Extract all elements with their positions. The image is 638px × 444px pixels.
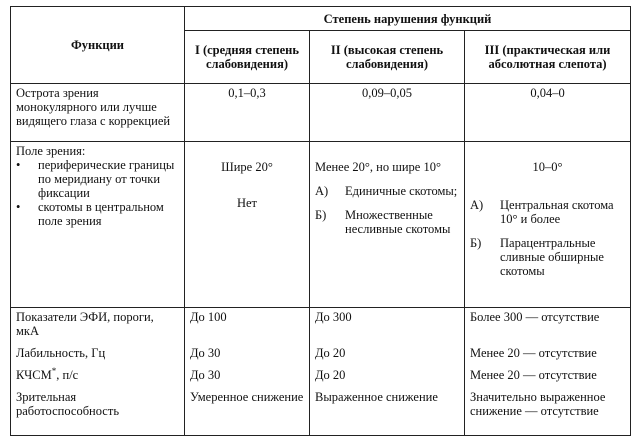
- field-degree-1: [185, 142, 310, 308]
- performance-degree-1: Умеренное снижение: [190, 390, 304, 404]
- bullet-icon: •: [16, 200, 21, 214]
- lability-degree-2: До 20: [315, 346, 346, 360]
- field-row: [11, 142, 631, 308]
- functions-header: Функции: [11, 7, 185, 84]
- degree-col-2-header: II (высокая степень слабовидения): [310, 31, 465, 84]
- item-text: Единичные скотомы;: [345, 184, 458, 198]
- item-key: А): [470, 198, 484, 212]
- acuity-degree-2: 0,09–0,05: [310, 84, 465, 142]
- lability-degree-1: До 30: [190, 346, 221, 360]
- item-key: А): [315, 184, 329, 198]
- field-bullet-1-text: периферические границы по меридиану от точки фиксации: [38, 158, 175, 200]
- field-degree-2-item-a: [315, 184, 459, 198]
- item-key: Б): [315, 208, 327, 222]
- field-degree-2-item-b: [315, 208, 459, 236]
- performance-degree-3: Значительно выраженное снижение — отсутствие: [470, 390, 606, 418]
- acuity-degree-1: 0,1–0,3: [185, 84, 310, 142]
- field-degree-2-bounds: Менее 20°, но шире 10°: [315, 160, 441, 174]
- misc-row: [11, 308, 631, 436]
- kchsm-sup: *: [51, 365, 57, 376]
- acuity-row: [11, 84, 631, 142]
- efi-degree-3: Более 300 — отсутствие: [470, 310, 600, 324]
- misc-degree-2: [310, 308, 465, 436]
- kchsm-main: КЧСМ: [16, 368, 52, 382]
- header-row-top: [11, 7, 631, 31]
- field-bullet-2-text: скотомы в центральном поле зрения: [38, 200, 164, 228]
- item-text: Центральная скотома 10° и более: [500, 198, 614, 226]
- misc-labels: [11, 308, 185, 436]
- acuity-degree-3: 0,04–0: [465, 84, 631, 142]
- field-degree-3-bounds: 10–0°: [532, 160, 563, 174]
- kchsm-degree-3: Менее 20 — отсутствие: [470, 368, 597, 382]
- misc-degree-3: [465, 308, 631, 436]
- field-bullet-1: [16, 158, 179, 200]
- efi-label: Показатели ЭФИ, пороги, мкА: [16, 310, 154, 338]
- performance-label: Зрительная работоспособность: [16, 390, 120, 418]
- field-degree-3-item-b: [470, 236, 625, 278]
- field-degree-3: [465, 142, 631, 308]
- item-text: Парацентральные сливные обширные скотомы: [500, 236, 604, 278]
- visual-function-table: [10, 6, 631, 436]
- field-label: Поле зрения:: [16, 144, 86, 158]
- field-degree-1-bounds: Шире 20°: [221, 160, 273, 174]
- item-key: Б): [470, 236, 482, 250]
- field-degree-3-item-a: [470, 198, 625, 226]
- kchsm-degree-2: До 20: [315, 368, 346, 382]
- field-degree-2: [310, 142, 465, 308]
- degree-col-3-header: III (практическая или абсолютная слепота): [465, 31, 631, 84]
- kchsm-label: [16, 365, 179, 382]
- field-degree-1-scotoma: Нет: [236, 196, 258, 210]
- kchsm-degree-1: До 30: [190, 368, 221, 382]
- efi-degree-2: До 300: [315, 310, 352, 324]
- acuity-label: Острота зрения монокулярного или лучше видящего глаза с коррекцией: [11, 84, 185, 142]
- item-text: Множественные несливные скотомы: [345, 208, 451, 236]
- degree-header: Степень нарушения функций: [185, 7, 631, 31]
- lability-degree-3: Менее 20 — отсутствие: [470, 346, 597, 360]
- misc-degree-1: [185, 308, 310, 436]
- efi-degree-1: До 100: [190, 310, 227, 324]
- kchsm-tail: , п/с: [56, 368, 79, 382]
- lability-label: Лабильность, Гц: [16, 346, 106, 360]
- performance-degree-2: Выраженное снижение: [315, 390, 438, 404]
- field-label-cell: [11, 142, 185, 308]
- degree-col-1-header: I (средняя степень слабовидения): [185, 31, 310, 84]
- field-bullet-2: [16, 200, 179, 228]
- bullet-icon: •: [16, 158, 21, 172]
